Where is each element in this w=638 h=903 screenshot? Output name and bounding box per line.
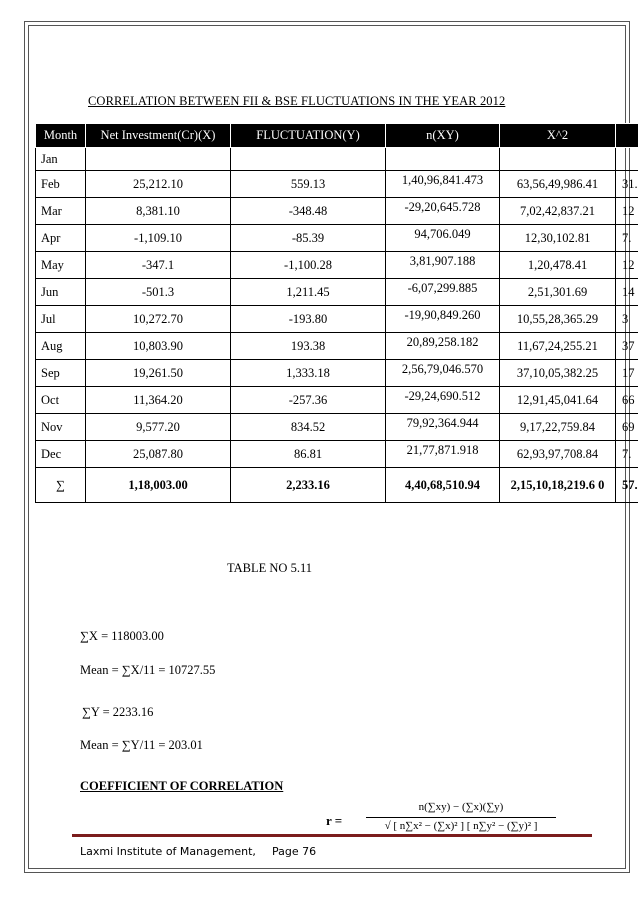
cell-x-squared: 62,93,97,708.84 bbox=[500, 441, 616, 468]
table-header-row bbox=[36, 124, 638, 148]
cell-net-investment: -347.1 bbox=[86, 252, 231, 279]
table-row bbox=[36, 387, 638, 414]
header-net-investment: Net Investment(Cr)(X) bbox=[86, 124, 231, 148]
cell-y-squared: 17 bbox=[616, 360, 638, 387]
table-row bbox=[36, 148, 638, 171]
footer-divider bbox=[72, 834, 592, 837]
cell-month: Apr bbox=[36, 225, 86, 252]
table-row bbox=[36, 279, 638, 306]
cell-fluctuation: 834.52 bbox=[231, 414, 386, 441]
mean-y-equation: Mean = ∑Y/11 = 203.01 bbox=[80, 738, 203, 752]
cell-x-squared: 9,17,22,759.84 bbox=[500, 414, 616, 441]
header-nxy: n(XY) bbox=[386, 124, 500, 148]
cell-nxy: 21,77,871.918 bbox=[386, 441, 500, 468]
cell-net-investment: 25,212.10 bbox=[86, 171, 231, 198]
table-title: CORRELATION BETWEEN FII & BSE FLUCTUATIONS IN THE YEAR 2012 bbox=[88, 94, 506, 108]
table-sum-row bbox=[36, 468, 638, 503]
sum-symbol: ∑ bbox=[36, 468, 86, 503]
footer-institute: Laxmi Institute of Management, bbox=[80, 845, 256, 858]
table-row bbox=[36, 171, 638, 198]
cell-x-squared: 10,55,28,365.29 bbox=[500, 306, 616, 333]
mean-x-equation: Mean = ∑X/11 = 10727.55 bbox=[80, 663, 216, 677]
cell-month: Feb bbox=[36, 171, 86, 198]
sum-xy: 4,40,68,510.94 bbox=[386, 468, 500, 503]
cell-net-investment: -1,109.10 bbox=[86, 225, 231, 252]
cell-x-squared: 63,56,49,986.41 bbox=[500, 171, 616, 198]
sum-x: 1,18,003.00 bbox=[86, 468, 231, 503]
cell-y-squared: 69 bbox=[616, 414, 638, 441]
formula-denominator: √ [ n∑x² − (∑x)² ] [ n∑y² − (∑y)² ] bbox=[384, 820, 538, 832]
cell-month: Mar bbox=[36, 198, 86, 225]
cell-month: Dec bbox=[36, 441, 86, 468]
sum-y-equation: ∑Y = 2233.16 bbox=[82, 705, 154, 719]
cell-net-investment: 25,087.80 bbox=[86, 441, 231, 468]
cell-x-squared: 2,51,301.69 bbox=[500, 279, 616, 306]
cell-x-squared: 1,20,478.41 bbox=[500, 252, 616, 279]
cell-month: Aug bbox=[36, 333, 86, 360]
cell-nxy: 20,89,258.182 bbox=[386, 333, 500, 360]
cell-net-investment: 11,364.20 bbox=[86, 387, 231, 414]
cell-month: Nov bbox=[36, 414, 86, 441]
cell-y-squared: 12 bbox=[616, 198, 638, 225]
cell-net-investment bbox=[86, 148, 231, 171]
cell-month: May bbox=[36, 252, 86, 279]
cell-nxy: -6,07,299.885 bbox=[386, 279, 500, 306]
correlation-table-wrapper bbox=[35, 123, 638, 503]
table-row bbox=[36, 441, 638, 468]
cell-nxy bbox=[386, 148, 500, 171]
cell-nxy: 2,56,79,046.570 bbox=[386, 360, 500, 387]
table-row bbox=[36, 225, 638, 252]
cell-fluctuation: 86.81 bbox=[231, 441, 386, 468]
cell-y-squared: 66 bbox=[616, 387, 638, 414]
table-row bbox=[36, 333, 638, 360]
cell-nxy: -29,24,690.512 bbox=[386, 387, 500, 414]
cell-y-squared: 7. bbox=[616, 441, 638, 468]
cell-fluctuation: 1,211.45 bbox=[231, 279, 386, 306]
cell-net-investment: 10,272.70 bbox=[86, 306, 231, 333]
footer-page-number: Page 76 bbox=[272, 845, 317, 858]
table-body bbox=[36, 148, 638, 503]
header-y-squared bbox=[616, 124, 638, 148]
cell-y-squared: 31. bbox=[616, 171, 638, 198]
cell-x-squared: 11,67,24,255.21 bbox=[500, 333, 616, 360]
table-row bbox=[36, 252, 638, 279]
cell-x-squared: 12,91,45,041.64 bbox=[500, 387, 616, 414]
table-row bbox=[36, 414, 638, 441]
cell-y-squared: 14 bbox=[616, 279, 638, 306]
cell-fluctuation: 1,333.18 bbox=[231, 360, 386, 387]
cell-fluctuation: -348.48 bbox=[231, 198, 386, 225]
sum-x-squared: 2,15,10,18,219.6 0 bbox=[500, 468, 616, 503]
formula-numerator: n(∑xy) − (∑x)(∑y) bbox=[418, 801, 504, 813]
formula-fraction-bar bbox=[366, 817, 556, 818]
cell-net-investment: 9,577.20 bbox=[86, 414, 231, 441]
cell-net-investment: 10,803.90 bbox=[86, 333, 231, 360]
cell-month: Oct bbox=[36, 387, 86, 414]
formula-lhs: r = bbox=[326, 813, 343, 828]
cell-nxy: 3,81,907.188 bbox=[386, 252, 500, 279]
table-row bbox=[36, 306, 638, 333]
cell-y-squared: 7. bbox=[616, 225, 638, 252]
cell-month: Jan bbox=[36, 148, 86, 171]
cell-fluctuation: -257.36 bbox=[231, 387, 386, 414]
cell-nxy: -19,90,849.260 bbox=[386, 306, 500, 333]
sum-x-equation: ∑X = 118003.00 bbox=[80, 629, 164, 643]
cell-x-squared bbox=[500, 148, 616, 171]
sum-y: 2,233.16 bbox=[231, 468, 386, 503]
cell-fluctuation: 193.38 bbox=[231, 333, 386, 360]
header-fluctuation: FLUCTUATION(Y) bbox=[231, 124, 386, 148]
cell-month: Jul bbox=[36, 306, 86, 333]
correlation-table bbox=[35, 123, 638, 503]
cell-y-squared bbox=[616, 148, 638, 171]
cell-y-squared: 3 bbox=[616, 306, 638, 333]
header-x-squared: X^2 bbox=[500, 124, 616, 148]
cell-fluctuation: 559.13 bbox=[231, 171, 386, 198]
sum-y-squared: 57. bbox=[616, 468, 638, 503]
cell-x-squared: 12,30,102.81 bbox=[500, 225, 616, 252]
table-caption: TABLE NO 5.11 bbox=[227, 561, 312, 575]
table-row bbox=[36, 360, 638, 387]
coefficient-heading: COEFFICIENT OF CORRELATION bbox=[80, 779, 284, 793]
cell-y-squared: 37 bbox=[616, 333, 638, 360]
cell-x-squared: 37,10,05,382.25 bbox=[500, 360, 616, 387]
cell-fluctuation: -193.80 bbox=[231, 306, 386, 333]
cell-net-investment: -501.3 bbox=[86, 279, 231, 306]
cell-fluctuation: -1,100.28 bbox=[231, 252, 386, 279]
cell-nxy: 94,706.049 bbox=[386, 225, 500, 252]
cell-nxy: -29,20,645.728 bbox=[386, 198, 500, 225]
cell-x-squared: 7,02,42,837.21 bbox=[500, 198, 616, 225]
cell-month: Jun bbox=[36, 279, 86, 306]
cell-net-investment: 19,261.50 bbox=[86, 360, 231, 387]
table-row bbox=[36, 198, 638, 225]
cell-nxy: 79,92,364.944 bbox=[386, 414, 500, 441]
cell-nxy: 1,40,96,841.473 bbox=[386, 171, 500, 198]
header-month: Month bbox=[36, 124, 86, 148]
cell-fluctuation: -85.39 bbox=[231, 225, 386, 252]
cell-month: Sep bbox=[36, 360, 86, 387]
cell-fluctuation bbox=[231, 148, 386, 171]
cell-net-investment: 8,381.10 bbox=[86, 198, 231, 225]
cell-y-squared: 12 bbox=[616, 252, 638, 279]
